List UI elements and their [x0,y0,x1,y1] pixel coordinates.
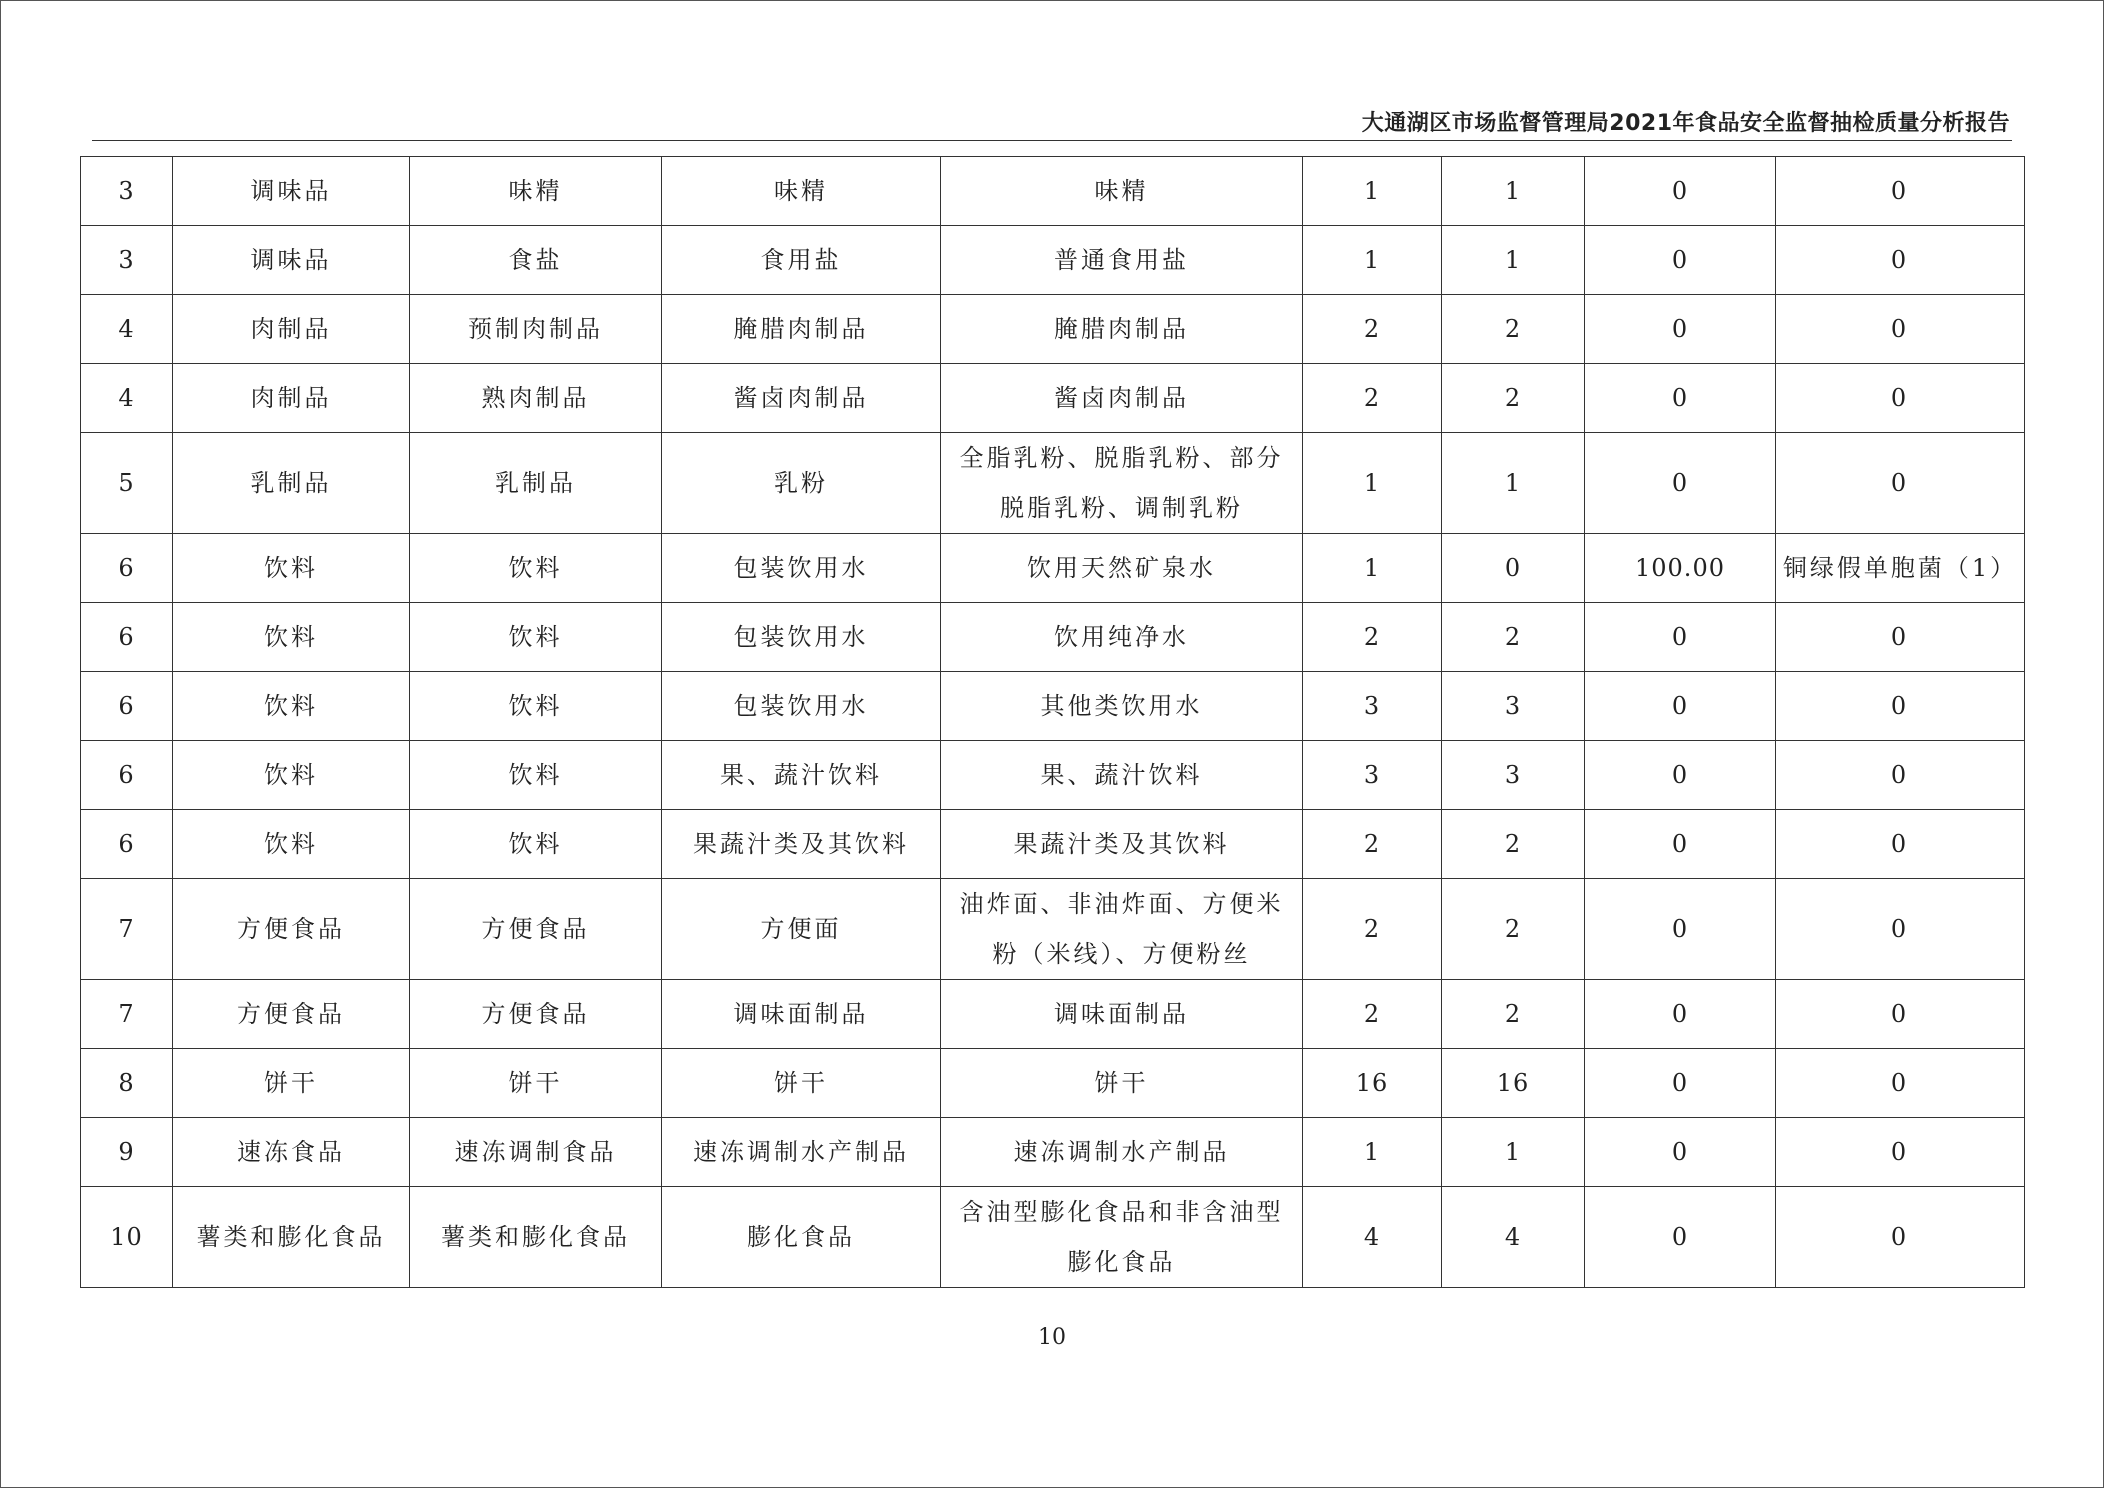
table-row [81,364,2025,433]
cell-food-item: 腌腊肉制品 [941,295,1303,364]
cell-food-category: 饮料 [173,741,410,810]
cell-nonconforming-items: 0 [1776,741,2025,810]
cell-serial-number: 8 [81,1049,173,1118]
cell-sampled-count: 4 [1303,1187,1442,1288]
cell-food-category: 乳制品 [173,433,410,534]
cell-failure-rate: 0 [1585,879,1776,980]
cell-nonconforming-items: 0 [1776,226,2025,295]
cell-qualified-count: 1 [1442,157,1585,226]
cell-sampled-count: 2 [1303,879,1442,980]
table-row [81,157,2025,226]
cell-sampled-count: 1 [1303,534,1442,603]
table-row [81,980,2025,1049]
cell-nonconforming-items: 0 [1776,295,2025,364]
cell-food-subcategory: 食盐 [410,226,662,295]
cell-food-type: 包装饮用水 [662,603,941,672]
cell-nonconforming-items: 0 [1776,364,2025,433]
cell-food-item: 酱卤肉制品 [941,364,1303,433]
cell-failure-rate: 0 [1585,980,1776,1049]
cell-food-type: 膨化食品 [662,1187,941,1288]
table-row [81,1118,2025,1187]
cell-serial-number: 6 [81,810,173,879]
cell-food-category: 调味品 [173,226,410,295]
cell-sampled-count: 1 [1303,157,1442,226]
cell-food-subcategory: 饮料 [410,603,662,672]
cell-failure-rate: 100.00 [1585,534,1776,603]
cell-serial-number: 6 [81,741,173,810]
cell-failure-rate: 0 [1585,226,1776,295]
cell-food-type: 调味面制品 [662,980,941,1049]
cell-food-item: 调味面制品 [941,980,1303,1049]
table-row [81,1187,2025,1288]
cell-food-item: 果、蔬汁饮料 [941,741,1303,810]
cell-nonconforming-items: 0 [1776,672,2025,741]
cell-sampled-count: 16 [1303,1049,1442,1118]
table-row [81,1049,2025,1118]
cell-food-type: 食用盐 [662,226,941,295]
cell-failure-rate: 0 [1585,1187,1776,1288]
cell-serial-number: 7 [81,879,173,980]
cell-serial-number: 6 [81,603,173,672]
cell-food-type: 包装饮用水 [662,534,941,603]
cell-failure-rate: 0 [1585,157,1776,226]
cell-food-category: 肉制品 [173,364,410,433]
cell-sampled-count: 1 [1303,433,1442,534]
cell-food-subcategory: 味精 [410,157,662,226]
table-row [81,741,2025,810]
cell-food-item: 饮用纯净水 [941,603,1303,672]
cell-food-type: 果、蔬汁饮料 [662,741,941,810]
cell-food-subcategory: 饼干 [410,1049,662,1118]
cell-food-subcategory: 速冻调制食品 [410,1118,662,1187]
cell-food-type: 速冻调制水产制品 [662,1118,941,1187]
cell-food-item: 饼干 [941,1049,1303,1118]
cell-food-category: 调味品 [173,157,410,226]
cell-qualified-count: 2 [1442,603,1585,672]
cell-qualified-count: 4 [1442,1187,1585,1288]
cell-food-type: 包装饮用水 [662,672,941,741]
cell-nonconforming-items: 0 [1776,603,2025,672]
cell-serial-number: 10 [81,1187,173,1288]
cell-nonconforming-items: 0 [1776,980,2025,1049]
page-header-title: 大通湖区市场监督管理局2021年食品安全监督抽检质量分析报告 [1361,111,2010,136]
cell-food-category: 饮料 [173,672,410,741]
cell-food-type: 果蔬汁类及其饮料 [662,810,941,879]
cell-food-subcategory: 预制肉制品 [410,295,662,364]
cell-food-subcategory: 乳制品 [410,433,662,534]
cell-food-category: 方便食品 [173,980,410,1049]
table-row [81,879,2025,980]
cell-serial-number: 3 [81,226,173,295]
cell-food-category: 饮料 [173,603,410,672]
cell-qualified-count: 0 [1442,534,1585,603]
cell-nonconforming-items: 0 [1776,433,2025,534]
cell-nonconforming-items: 0 [1776,1187,2025,1288]
cell-qualified-count: 1 [1442,226,1585,295]
cell-food-subcategory: 方便食品 [410,980,662,1049]
header-divider [92,140,2012,141]
cell-failure-rate: 0 [1585,433,1776,534]
cell-sampled-count: 2 [1303,810,1442,879]
cell-food-type: 方便面 [662,879,941,980]
cell-qualified-count: 2 [1442,879,1585,980]
table-row [81,603,2025,672]
cell-food-subcategory: 饮料 [410,672,662,741]
cell-qualified-count: 3 [1442,741,1585,810]
cell-food-item: 味精 [941,157,1303,226]
cell-qualified-count: 2 [1442,810,1585,879]
cell-qualified-count: 1 [1442,1118,1585,1187]
cell-sampled-count: 2 [1303,364,1442,433]
cell-failure-rate: 0 [1585,364,1776,433]
cell-food-item: 其他类饮用水 [941,672,1303,741]
cell-food-type: 乳粉 [662,433,941,534]
cell-food-category: 方便食品 [173,879,410,980]
cell-failure-rate: 0 [1585,295,1776,364]
cell-nonconforming-items: 0 [1776,879,2025,980]
table-row [81,534,2025,603]
cell-food-item: 普通食用盐 [941,226,1303,295]
page-number: 10 [1038,1325,1066,1350]
cell-food-type: 饼干 [662,1049,941,1118]
cell-food-type: 腌腊肉制品 [662,295,941,364]
cell-qualified-count: 3 [1442,672,1585,741]
cell-failure-rate: 0 [1585,672,1776,741]
cell-qualified-count: 2 [1442,364,1585,433]
cell-qualified-count: 16 [1442,1049,1585,1118]
cell-serial-number: 3 [81,157,173,226]
cell-food-category: 饮料 [173,810,410,879]
table-row [81,226,2025,295]
cell-food-category: 速冻食品 [173,1118,410,1187]
cell-serial-number: 6 [81,672,173,741]
cell-failure-rate: 0 [1585,741,1776,810]
cell-food-subcategory: 饮料 [410,810,662,879]
cell-food-type: 味精 [662,157,941,226]
cell-qualified-count: 2 [1442,295,1585,364]
cell-nonconforming-items: 0 [1776,157,2025,226]
cell-food-item: 速冻调制水产制品 [941,1118,1303,1187]
cell-qualified-count: 1 [1442,433,1585,534]
cell-failure-rate: 0 [1585,810,1776,879]
cell-failure-rate: 0 [1585,1049,1776,1118]
cell-sampled-count: 3 [1303,672,1442,741]
cell-food-item: 饮用天然矿泉水 [941,534,1303,603]
cell-serial-number: 5 [81,433,173,534]
cell-sampled-count: 2 [1303,295,1442,364]
cell-food-category: 肉制品 [173,295,410,364]
cell-food-category: 饼干 [173,1049,410,1118]
cell-food-item: 油炸面、非油炸面、方便米粉（米线）、方便粉丝 [941,879,1303,980]
cell-food-subcategory: 方便食品 [410,879,662,980]
cell-food-subcategory: 饮料 [410,534,662,603]
cell-serial-number: 6 [81,534,173,603]
cell-serial-number: 9 [81,1118,173,1187]
cell-sampled-count: 3 [1303,741,1442,810]
cell-nonconforming-items: 0 [1776,810,2025,879]
cell-serial-number: 7 [81,980,173,1049]
cell-food-subcategory: 薯类和膨化食品 [410,1187,662,1288]
table-row [81,433,2025,534]
cell-food-category: 饮料 [173,534,410,603]
cell-food-subcategory: 饮料 [410,741,662,810]
table-body [81,157,2025,1288]
table-row [81,672,2025,741]
table-row [81,295,2025,364]
inspection-results-table [80,156,2025,1288]
cell-failure-rate: 0 [1585,603,1776,672]
table-row [81,810,2025,879]
cell-food-subcategory: 熟肉制品 [410,364,662,433]
cell-food-item: 全脂乳粉、脱脂乳粉、部分脱脂乳粉、调制乳粉 [941,433,1303,534]
cell-serial-number: 4 [81,364,173,433]
cell-food-item: 果蔬汁类及其饮料 [941,810,1303,879]
cell-serial-number: 4 [81,295,173,364]
cell-qualified-count: 2 [1442,980,1585,1049]
cell-nonconforming-items: 铜绿假单胞菌（1） [1776,534,2025,603]
cell-nonconforming-items: 0 [1776,1118,2025,1187]
cell-food-type: 酱卤肉制品 [662,364,941,433]
cell-food-category: 薯类和膨化食品 [173,1187,410,1288]
cell-sampled-count: 2 [1303,603,1442,672]
cell-sampled-count: 1 [1303,1118,1442,1187]
cell-food-item: 含油型膨化食品和非含油型膨化食品 [941,1187,1303,1288]
cell-failure-rate: 0 [1585,1118,1776,1187]
cell-nonconforming-items: 0 [1776,1049,2025,1118]
cell-sampled-count: 2 [1303,980,1442,1049]
cell-sampled-count: 1 [1303,226,1442,295]
